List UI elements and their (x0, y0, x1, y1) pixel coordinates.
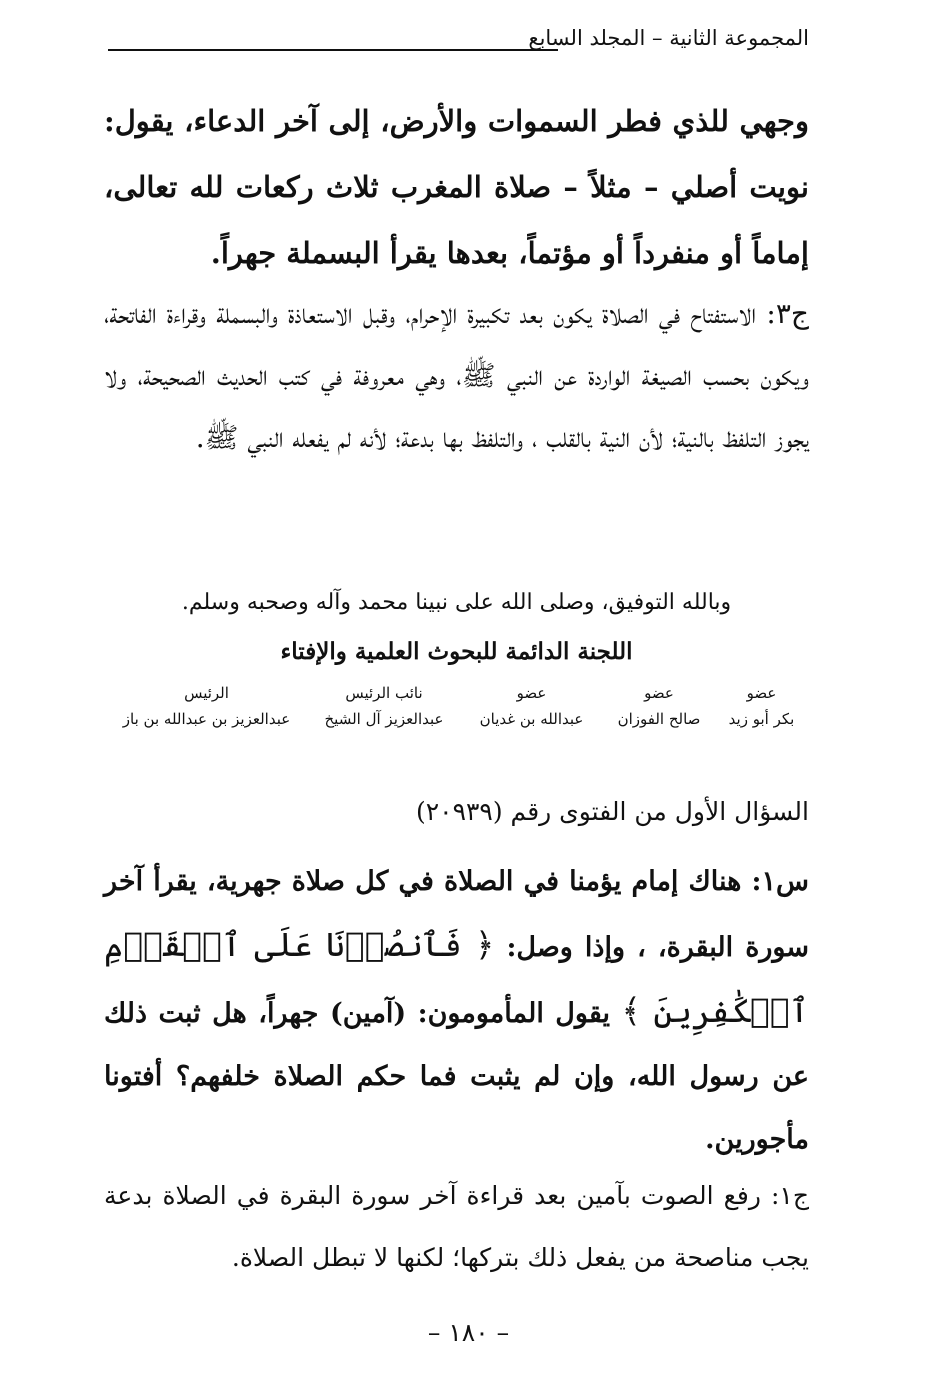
signatory-name: عبدالعزيز بن عبدالله بن باز (122, 710, 291, 728)
running-header: المجموعة الثانية – المجلد السابع (528, 26, 809, 50)
question-1-paragraph (104, 850, 809, 1171)
signatory-1 (714, 680, 809, 732)
signatory-2 (604, 680, 714, 732)
signatory-5 (104, 680, 309, 732)
signatory-role: الرئيس (184, 684, 229, 702)
page-number: – ١٨٠ – (427, 1318, 510, 1347)
signatory-3 (459, 680, 604, 732)
signatory-name: عبدالله بن غديان (479, 710, 584, 728)
signatories-block (104, 680, 809, 750)
quran-verse: ﴿ فَٱنصُرۡنَا عَلَى ٱلۡقَوۡمِ ٱلۡكَٰفِرِينَ ﴾ (104, 925, 809, 1030)
signatory-role: عضو (746, 684, 777, 702)
fatwa-question-title: السؤال الأول من الفتوى رقم (٢٠٩٣٩) (415, 797, 809, 826)
question-text-part-2: يقول المأمومون: (آمين) جهراً، هل ثبت ذلك عن رسول الله، وإن لم يثبت فما حكم الصلاة خلفهم؟ أفتونا مأجورين. (104, 998, 809, 1155)
answer-3-paragraph: ج٣: الاستفتاح في الصلاة يكون بعد تكبيرة الإحرام، وقبل الاستعاذة والبسملة وقراءة الفاتحة، ويكون بحسب الصيغة الواردة عن النبي ﷺ، وهي معروفة في كتب الحديث الصحيحة، ولا يجوز التلفظ بالنية؛ لأن النية بالقلب ، والتلفظ بها بدعة؛ لأنه لم يفعله النبي ﷺ. (104, 297, 809, 454)
signatory-role: عضو (516, 684, 547, 702)
signatory-role: نائب الرئيس (345, 684, 423, 702)
committee-name: اللجنة الدائمة للبحوث العلمية والإفتاء (280, 638, 633, 665)
paragraph-1: وجهي للذي فطر السموات والأرض، إلى آخر الدعاء، يقول: نويت أصلي – مثلاً – صلاة المغرب ثلاث ركعات لله تعالى، إماماً أو منفرداً أو مؤتماً، بعدها يقرأ البسملة جهراً. (104, 104, 809, 270)
answer-1-paragraph: ج١: رفع الصوت بآمين بعد قراءة آخر سورة البقرة في الصلاة بدعة يجب مناصحة من يفعل ذلك بتركها؛ لكنها لا تبطل الصلاة. (104, 1181, 809, 1272)
signatory-name: بكر أبو زيد (728, 710, 795, 728)
question-text-part-1: س١: هناك إمام يؤمنا في الصلاة في كل صلاة جهرية، يقرأ آخر سورة البقرة، ، وإذا وصل: (104, 866, 809, 963)
signatory-role: عضو (644, 684, 674, 702)
signatory-4 (309, 680, 459, 732)
header-rule (108, 49, 558, 51)
signatory-name: صالح الفوزان (617, 710, 701, 728)
closing-line: وبالله التوفيق، وصلى الله على نبينا محمد وآله وصحبه وسلم. (181, 590, 732, 615)
signatory-name: عبدالعزيز آل الشيخ (324, 710, 444, 728)
